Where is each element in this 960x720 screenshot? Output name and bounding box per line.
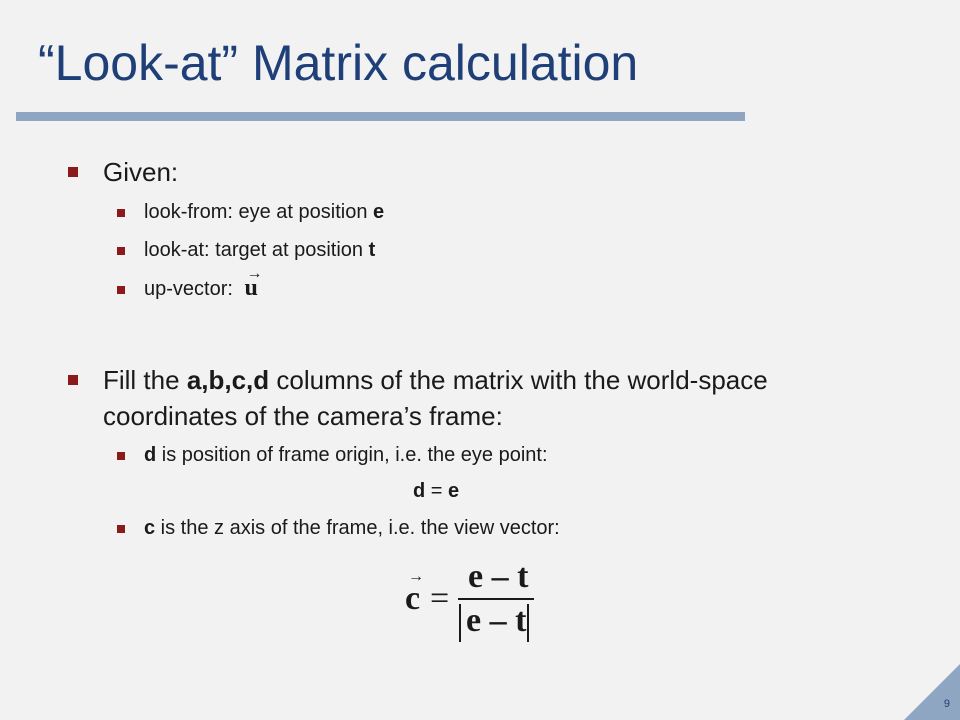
title-underline — [16, 112, 745, 121]
bullet-look-at — [117, 247, 125, 255]
d-symbol: d — [144, 444, 157, 466]
abs-bar-right — [527, 604, 529, 642]
abs-bar-left — [459, 604, 461, 642]
fraction-bar — [458, 598, 534, 600]
equation-lhs-letter: c — [405, 580, 421, 617]
up-vector-text: up-vector: — [144, 278, 239, 300]
look-from-text: look-from: eye at position — [144, 201, 373, 223]
equation-numerator: e – t — [468, 558, 529, 595]
up-vector-item — [144, 265, 263, 302]
bullet-given — [68, 167, 78, 177]
look-at-item — [144, 237, 375, 263]
c-text: is the z axis of the frame, i.e. the view vector: — [155, 517, 560, 539]
bullet-d — [117, 452, 125, 460]
look-from-item — [144, 199, 384, 225]
up-vector-symbol — [244, 265, 263, 301]
vector-arrow-icon: → — [408, 568, 424, 585]
bullet-look-from — [117, 209, 125, 217]
up-vector-letter: u — [244, 275, 258, 301]
fill-columns: a,b,c,d — [186, 365, 270, 395]
d-equation — [413, 478, 459, 504]
d-text: is position of frame origin, i.e. the eye point: — [156, 444, 548, 466]
c-symbol: c — [144, 517, 156, 539]
fill-line-2: coordinates of the camera’s frame: — [103, 401, 503, 431]
d-eq-right: e — [448, 480, 460, 502]
look-at-text: look-at: target at position — [144, 239, 369, 261]
equation-denominator: e – t — [466, 602, 527, 639]
equation-equals: = — [430, 580, 450, 617]
bullet-c — [117, 525, 125, 533]
fill-suffix: columns of the matrix with the world-space — [269, 365, 768, 395]
vector-arrow-icon: → — [246, 265, 263, 282]
corner-decoration — [904, 664, 960, 720]
bullet-fill — [68, 375, 78, 385]
look-at-symbol: t — [368, 239, 376, 261]
page-number: 9 — [943, 698, 950, 710]
bullet-up-vector — [117, 286, 125, 294]
d-eq-op: = — [425, 480, 449, 502]
look-from-symbol: e — [373, 201, 385, 223]
given-label: Given: — [103, 157, 179, 187]
d-eq-left: d — [413, 480, 426, 502]
fill-line-1 — [103, 362, 768, 398]
d-item — [144, 442, 548, 468]
equation-lhs — [405, 568, 424, 618]
slide-title: “Look-at” Matrix calculation — [38, 35, 639, 91]
fill-prefix: Fill the — [103, 365, 187, 395]
c-item — [144, 515, 560, 541]
